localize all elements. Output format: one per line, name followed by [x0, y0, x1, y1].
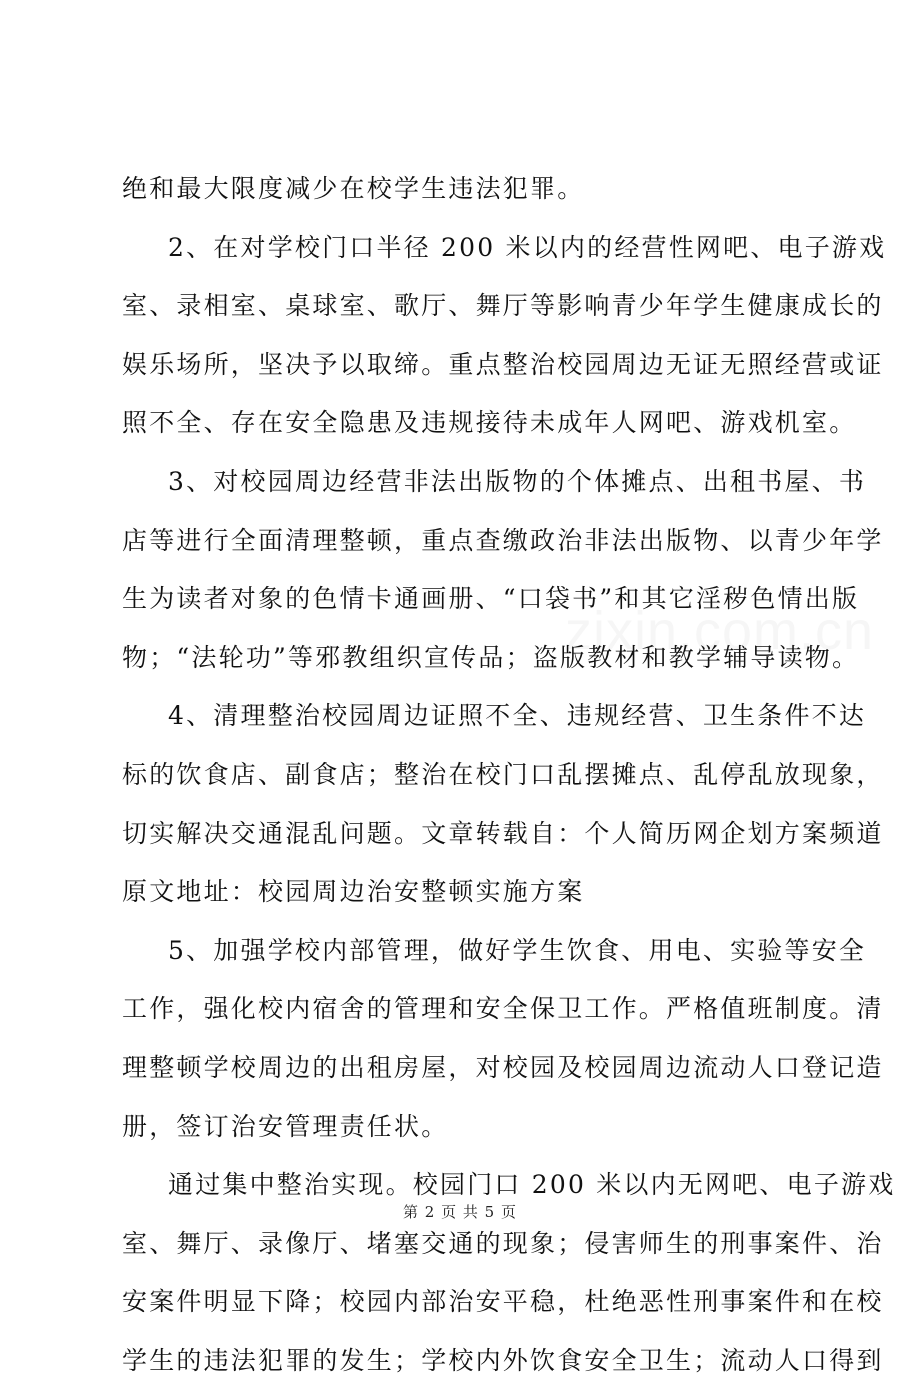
page-number-footer: 第 2 页 共 5 页: [403, 1203, 517, 1221]
text-line: 工作，强化校内宿舍的管理和安全保卫工作。严格值班制度。清: [122, 994, 884, 1024]
text-line: 理整顿学校周边的出租房屋，对校园及校园周边流动人口登记造: [122, 1052, 884, 1082]
text-line: 店等进行全面清理整顿，重点查缴政治非法出版物、以青少年学: [122, 525, 884, 555]
text-line: 绝和最大限度减少在校学生违法犯罪。: [122, 174, 585, 203]
text-line: 标的饮食店、副食店；整治在校门口乱摆摊点、乱停乱放现象，: [122, 759, 884, 789]
paragraph-3-start: 3、对校园周边经营非法出版物的个体摊点、出租书屋、书: [168, 466, 867, 496]
text-line: 室、录相室、桌球室、歌厅、舞厅等影响青少年学生健康成长的: [122, 291, 884, 321]
text-line: 物；“法轮功”等邪教组织宣传品；盗版教材和教学辅导读物。: [122, 642, 860, 672]
text-line: 学生的违法犯罪的发生；学校内外饮食安全卫生；流动人口得到: [122, 1345, 884, 1375]
text-line: 室、舞厅、录像厅、堵塞交通的现象；侵害师生的刑事案件、治: [122, 1228, 884, 1258]
paragraph-2-start: 2、在对学校门口半径 200 米以内的经营性网吧、电子游戏: [168, 232, 887, 262]
text-line: 原文地址：校园周边治安整顿实施方案: [122, 877, 585, 907]
text-line: 册，签订治安管理责任状。: [122, 1111, 449, 1141]
text-line: 照不全、存在安全隐患及违规接待未成年人网吧、游戏机室。: [122, 408, 857, 438]
paragraph-4-start: 4、清理整治校园周边证照不全、违规经营、卫生条件不达: [168, 701, 867, 731]
text-line: 生为读者对象的色情卡通画册、“口袋书”和其它淫秽色情出版: [122, 584, 860, 614]
paragraph-summary-start: 通过集中整治实现。校园门口 200 米以内无网吧、电子游戏: [168, 1170, 896, 1200]
text-line: 安案件明显下降；校园内部治安平稳，杜绝恶性刑事案件和在校: [122, 1287, 884, 1317]
watermark-text: zixin.com.cn: [565, 601, 875, 661]
paragraph-5-start: 5、加强学校内部管理，做好学生饮食、用电、实验等安全: [168, 935, 867, 965]
text-line: 娱乐场所，坚决予以取缔。重点整治校园周边无证无照经营或证: [122, 349, 884, 379]
text-line: 切实解决交通混乱问题。文章转载自：个人简历网企划方案频道: [122, 818, 884, 848]
